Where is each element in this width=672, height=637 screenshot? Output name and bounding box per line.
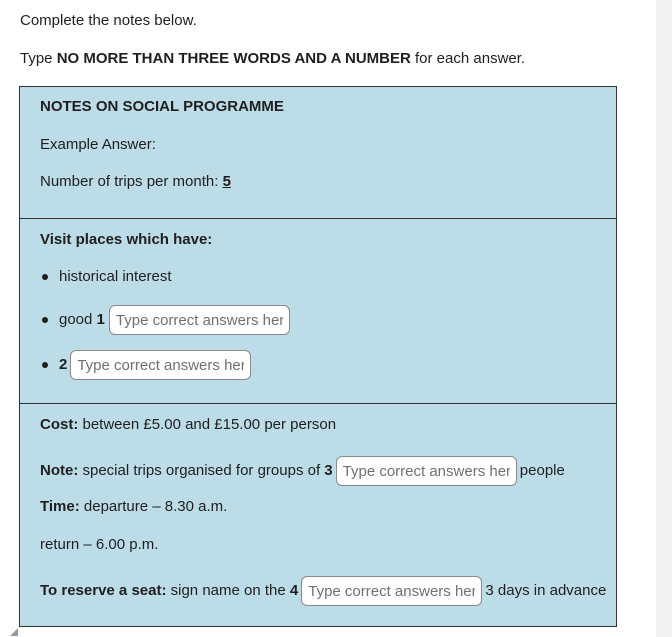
example-label: Example Answer:	[40, 136, 156, 153]
bullet-dot	[42, 362, 48, 368]
reserve-label: To reserve a seat:	[40, 582, 167, 599]
instruction-text: Complete the notes below.	[20, 12, 197, 29]
example-text: Number of trips per month:	[40, 173, 223, 190]
notes-table	[19, 86, 617, 627]
note-text: special trips organised for groups of	[78, 462, 325, 479]
resize-corner-icon[interactable]	[10, 628, 18, 636]
word-limit-bold: NO MORE THAN THREE WORDS AND A NUMBER	[56, 50, 411, 67]
visit-section	[20, 218, 616, 403]
time-text: departure – 8.30 a.m.	[79, 498, 228, 515]
q2-number: 2	[59, 356, 68, 373]
details-section	[20, 403, 616, 626]
answer-input-2[interactable]	[70, 350, 251, 380]
notes-header-section	[20, 87, 616, 218]
word-limit-prefix: Type	[20, 50, 57, 67]
q1-prefix: good	[59, 311, 97, 328]
cost-label: Cost:	[40, 416, 79, 433]
cost-line	[40, 415, 336, 435]
bullet-dot	[42, 274, 48, 280]
bullet-question-2	[40, 350, 255, 380]
time-line	[40, 497, 227, 517]
q1-number: 1	[96, 311, 105, 328]
answer-input-1[interactable]	[109, 305, 290, 335]
visit-heading: Visit places which have:	[40, 231, 213, 248]
reserve-text: sign name on the	[166, 582, 290, 599]
q4-number: 4	[289, 582, 299, 599]
example-line	[40, 172, 231, 192]
bullet-dot	[42, 317, 48, 323]
reserve-suffix: 3 days in advance	[481, 582, 607, 599]
word-limit-text	[20, 49, 525, 69]
time-label: Time:	[40, 498, 80, 515]
return-line: return – 6.00 p.m.	[40, 536, 159, 553]
cost-text: between £5.00 and £15.00 per person	[78, 416, 337, 433]
answer-input-3[interactable]	[336, 456, 517, 486]
example-answer: 5	[222, 173, 231, 190]
note-suffix: people	[515, 462, 565, 479]
note-label: Note:	[40, 462, 79, 479]
bullet-historical	[40, 267, 172, 287]
note-line	[40, 456, 565, 486]
word-limit-suffix: for each answer.	[410, 50, 526, 67]
notes-title: NOTES ON SOCIAL PROGRAMME	[40, 98, 284, 115]
vertical-scrollbar[interactable]	[656, 0, 672, 637]
reserve-line	[40, 576, 606, 606]
answer-input-4[interactable]	[301, 576, 482, 606]
bullet-question-1	[40, 305, 294, 335]
bullet-historical-text: historical interest	[59, 268, 172, 285]
q3-number: 3	[324, 462, 333, 479]
